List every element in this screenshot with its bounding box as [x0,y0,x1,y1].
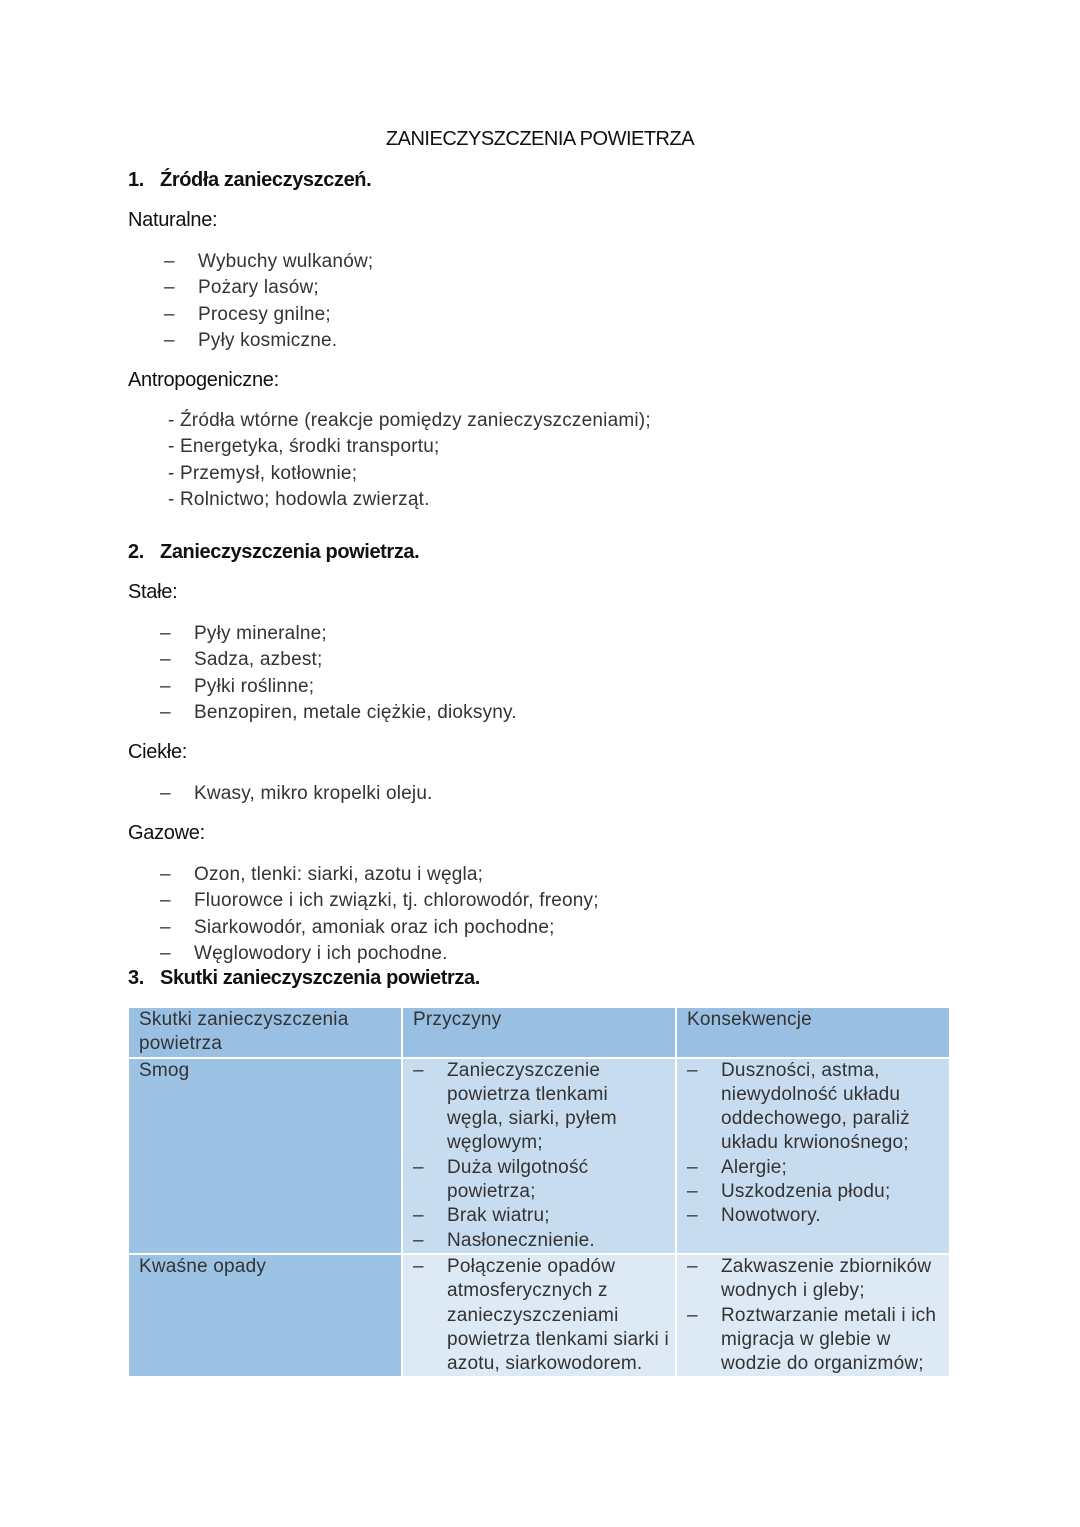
list-item: - Energetyka, środki transportu; [168,436,440,458]
list-item: – Duża wilgotność powietrza; [413,1156,669,1205]
list-item: - Źródła wtórne (reakcje pomiędzy zanieczyszczeniami); [168,410,651,431]
group-name: Ciekłe [128,741,182,763]
list-naturalne [164,249,373,354]
group-heading-ciekle: Ciekłe: [128,741,188,763]
list-item: – Benzopiren, metale ciężkie, dioksyny. [160,701,517,723]
causes-cell [402,1254,676,1377]
group-name: Antropogeniczne [128,369,274,391]
list-item: – Ozon, tlenki: siarki, azotu i węgla; [160,864,484,885]
section-2-heading [128,541,419,564]
group-heading-stale: Stałe: [128,581,178,603]
list-item: – Pyły kosmiczne. [164,329,338,351]
list-item: - Rolnictwo; hodowla zwierząt. [168,488,430,510]
list-item: – Alergie; [687,1156,943,1180]
section-title: Skutki zanieczyszczenia powietrza. [160,967,480,989]
list-item: – Sadza, azbest; [160,649,323,671]
table-header-cell: Przyczyny [402,1008,676,1058]
list-item: – Siarkowodór, amoniak oraz ich pochodne; [160,916,555,938]
consequences-cell [676,1254,950,1377]
list-item: – Węglowodory i ich pochodne. [160,942,448,964]
list-gazowe [160,862,599,967]
list-item: – Brak wiatru; [413,1204,669,1228]
section-number: 2. [128,541,144,563]
list-stale [160,621,517,726]
list-item: – Zanieczyszczenie powietrza tlenkami węgla, siarki, pyłem węglowym; [413,1059,669,1156]
list-ciekle [160,781,433,807]
list-antropogeniczne [168,408,651,513]
section-1-heading [128,169,371,192]
effects-table [129,1008,951,1378]
group-name: Naturalne [128,209,213,231]
consequences-cell [676,1058,950,1254]
section-3-heading [128,967,480,990]
group-heading-gazowe: Gazowe: [128,822,205,844]
list-item: – Fluorowce i ich związki, tj. chlorowodór, freony; [160,890,599,912]
list-item: – Nowotwory. [687,1204,943,1228]
table-header-row [129,1008,950,1058]
effect-cell: Smog [129,1058,402,1254]
effect-cell: Kwaśne opady [129,1254,402,1377]
group-name: Stałe [128,581,173,603]
list-item: – Nasłonecznienie. [413,1229,669,1253]
list-item: - Przemysł, kotłownie; [168,462,358,484]
section-number: 1. [128,169,144,191]
list-item: – Uszkodzenia płodu; [687,1180,943,1204]
page-title: ZANIECZYSZCZENIA POWIETRZA [385,128,695,150]
section-title: Źródła zanieczyszczeń. [160,169,372,191]
list-item: – Zakwaszenie zbiorników wodnych i gleby; [687,1255,943,1304]
list-item: – Kwasy, mikro kropelki oleju. [160,783,433,804]
table-row [129,1254,950,1377]
group-heading-antropogeniczne: Antropogeniczne: [128,369,279,391]
list-item: – Pyłki roślinne; [160,675,315,697]
section-number: 3. [128,967,144,989]
list-item: – Wybuchy wulkanów; [164,251,374,272]
list-item: – Duszności, astma, niewydolność układu oddechowego, paraliż układu krwionośnego; [687,1059,943,1156]
group-name: Gazowe [128,822,200,844]
causes-cell [402,1058,676,1254]
list-item: – Pożary lasów; [164,277,319,299]
table-header-cell: Konsekwencje [676,1008,950,1058]
list-item: – Pyły mineralne; [160,623,327,644]
table-row [129,1058,950,1254]
group-heading-naturalne: Naturalne: [128,209,218,231]
list-item: – Połączenie opadów atmosferycznych z zanieczyszczeniami powietrza tlenkami siarki i azotu, siarkowodorem. [413,1255,669,1376]
table-header-cell: Skutki zanieczyszczenia powietrza [129,1008,402,1058]
list-item: – Procesy gnilne; [164,303,331,325]
list-item: – Roztwarzanie metali i ich migracja w glebie w wodzie do organizmów; [687,1304,943,1377]
section-title: Zanieczyszczenia powietrza. [160,541,420,563]
